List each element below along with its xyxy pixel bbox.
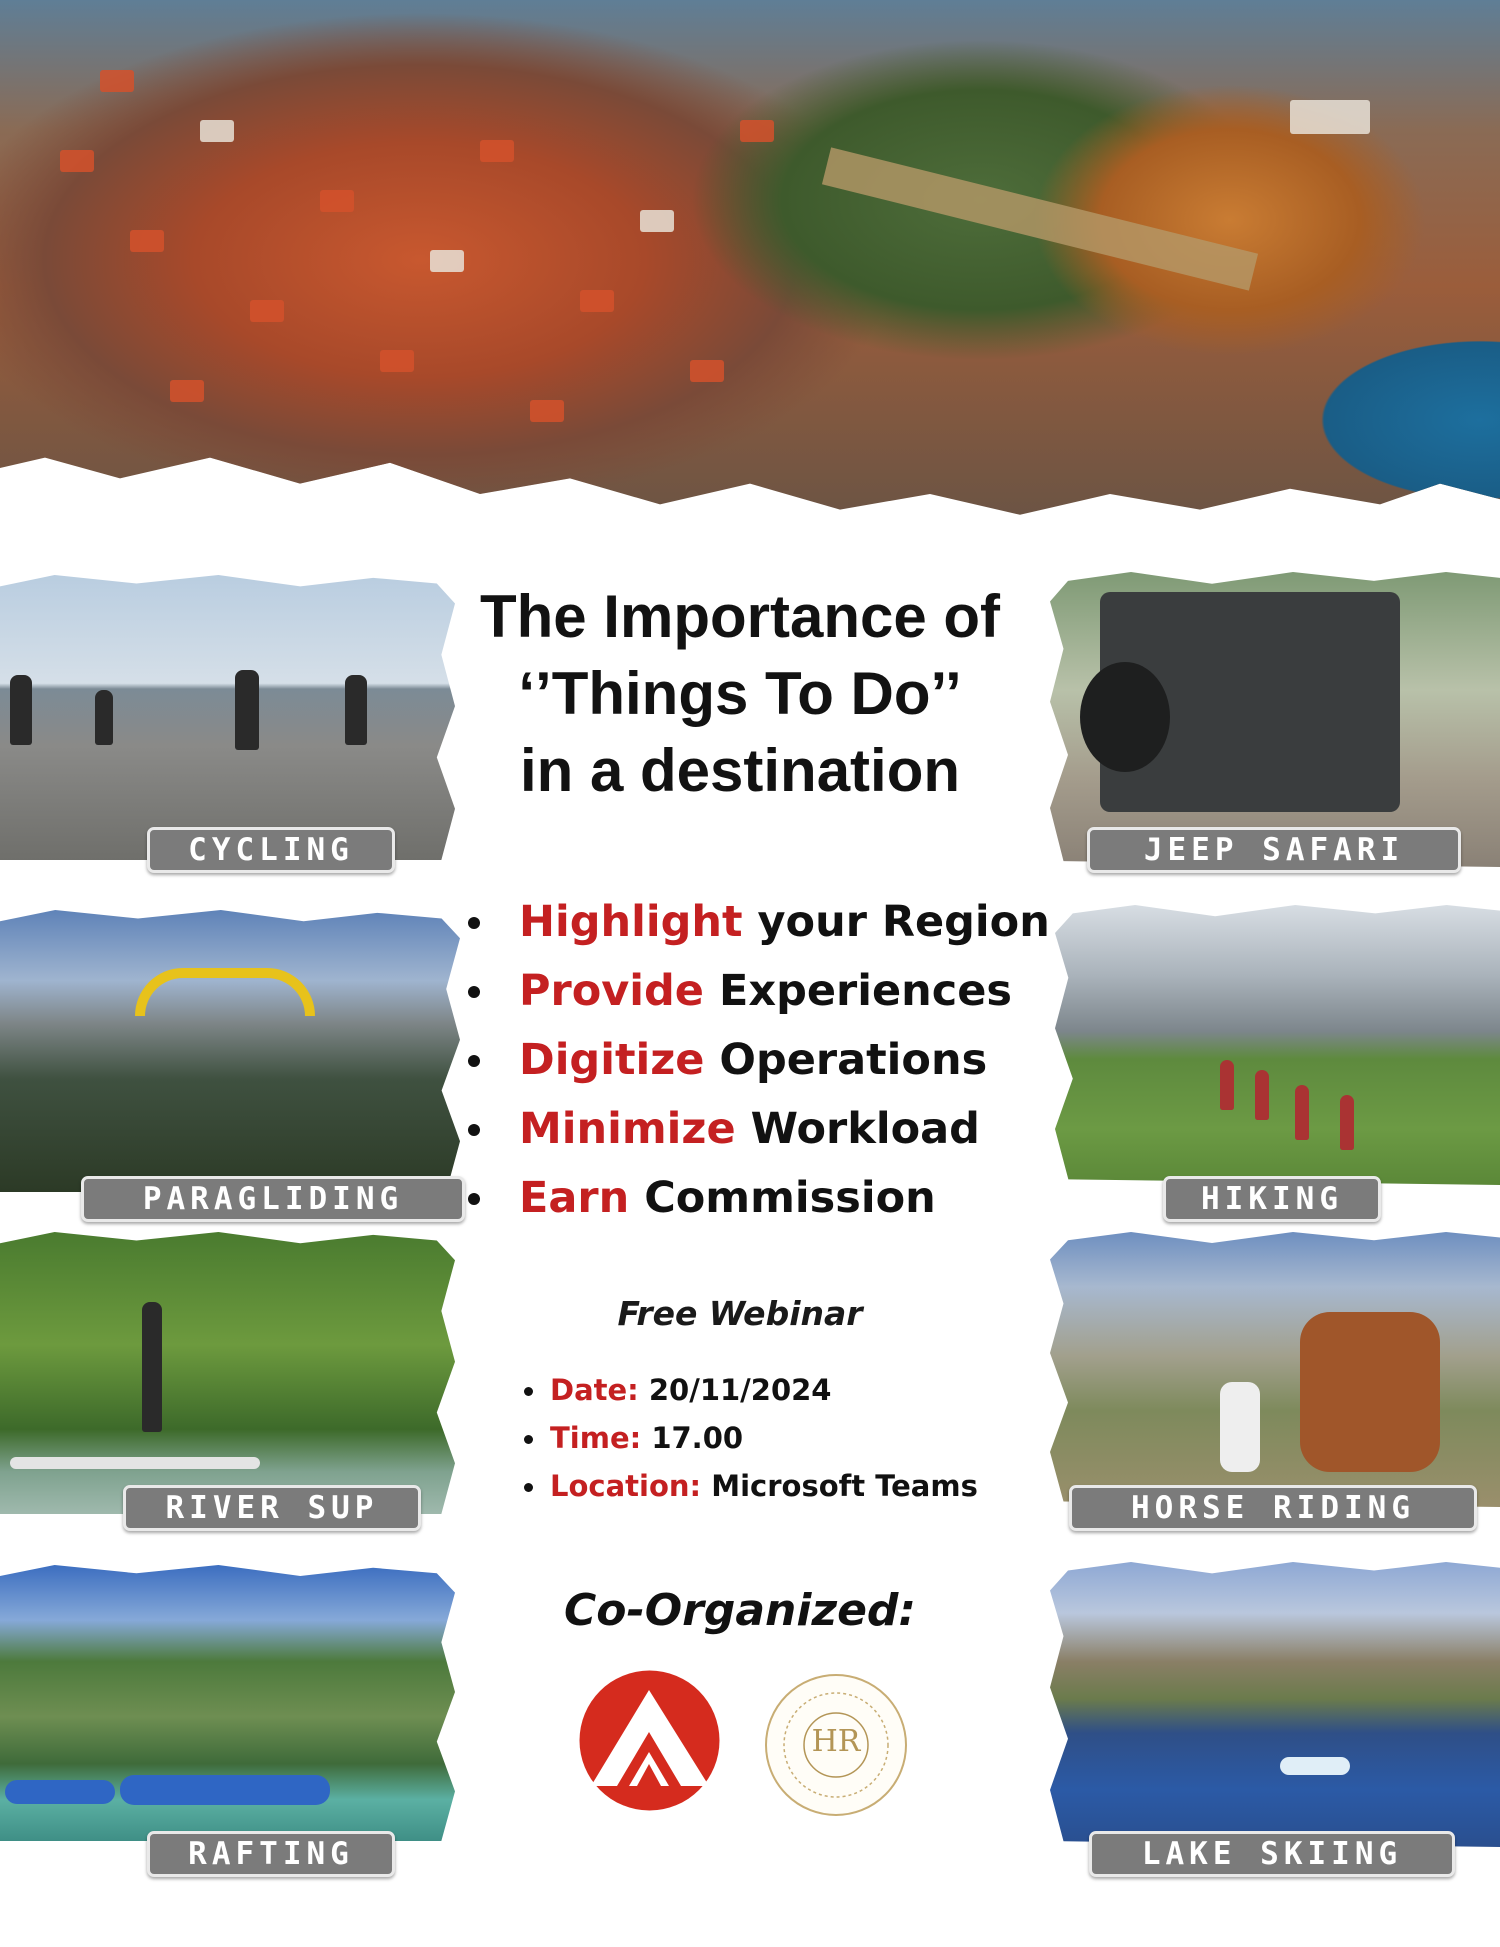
roof <box>530 400 564 422</box>
detail-value: 17.00 <box>641 1421 744 1455</box>
photo-river-sup <box>0 1232 455 1514</box>
raft <box>5 1780 115 1804</box>
detail-label: Time: <box>550 1421 642 1455</box>
detail-label: Location: <box>550 1469 702 1503</box>
hiker-figure <box>1255 1070 1269 1120</box>
detail-label: Date: <box>550 1373 639 1407</box>
benefit-keyword: Provide <box>519 966 704 1016</box>
photo-lake-skiing <box>1050 1562 1500 1847</box>
roof <box>60 150 94 172</box>
benefit-item <box>462 888 1050 957</box>
photo-paragliding <box>0 910 460 1192</box>
benefit-item <box>462 1095 1050 1164</box>
cyclist-figure <box>345 675 367 745</box>
webinar-heading: Free Webinar <box>617 1294 863 1333</box>
mountain-a-logo-icon <box>577 1668 722 1813</box>
roof <box>320 190 354 212</box>
benefit-keyword: Earn <box>519 1173 630 1223</box>
cyclist-figure <box>235 670 259 750</box>
activity-label-rafting: RAFTING <box>147 1831 395 1877</box>
title-line-2: ‘’Things To Do’’ <box>518 660 962 727</box>
activity-label-hiking: HIKING <box>1163 1176 1381 1222</box>
benefit-text: Operations <box>704 1035 988 1085</box>
benefit-text: Workload <box>735 1104 980 1154</box>
horse <box>1220 1382 1260 1472</box>
roof <box>740 120 774 142</box>
roof <box>170 380 204 402</box>
paraglider-wing <box>135 968 315 1016</box>
roof <box>380 350 414 372</box>
paddler-figure <box>142 1302 162 1432</box>
page-title <box>370 578 1110 809</box>
photo-rafting <box>0 1565 455 1841</box>
detail-time <box>520 1414 978 1462</box>
benefit-keyword: Highlight <box>519 897 743 947</box>
activity-label-jeep-safari: JEEP SAFARI <box>1087 827 1461 873</box>
castle-wall <box>822 147 1258 290</box>
roof <box>250 300 284 322</box>
raft <box>120 1775 330 1805</box>
roof <box>130 230 164 252</box>
cyclist-figure <box>95 690 113 745</box>
hiker-figure <box>1295 1085 1309 1140</box>
hero-town-photo <box>0 0 1500 520</box>
co-organized-heading: Co-Organized: <box>563 1585 917 1636</box>
horse <box>1300 1312 1440 1472</box>
roof <box>690 360 724 382</box>
activity-label-paragliding: PARAGLIDING <box>81 1176 465 1222</box>
benefits-list <box>462 888 1050 1233</box>
detail-value: 20/11/2024 <box>638 1373 832 1407</box>
sup-board <box>10 1457 260 1469</box>
benefit-text: Commission <box>629 1173 936 1223</box>
benefit-item <box>462 1164 1050 1233</box>
activity-label-horse-riding: HORSE RIDING <box>1069 1485 1477 1531</box>
hr-seal-logo-icon <box>763 1672 909 1818</box>
activity-label-river-sup: RIVER SUP <box>123 1485 421 1531</box>
photo-horse-riding <box>1050 1232 1500 1507</box>
roof <box>430 250 464 272</box>
photo-hiking <box>1055 905 1500 1185</box>
title-line-3: in a destination <box>519 737 961 804</box>
speed-boat <box>1280 1757 1350 1775</box>
hiker-figure <box>1220 1060 1234 1110</box>
roof <box>100 70 134 92</box>
benefit-keyword: Digitize <box>519 1035 705 1085</box>
benefit-text: Experiences <box>703 966 1012 1016</box>
activity-label-lake-skiing: LAKE SKIING <box>1089 1831 1455 1877</box>
roof <box>580 290 614 312</box>
photo-jeep-safari <box>1050 572 1500 867</box>
roof <box>200 120 234 142</box>
hr-seal-text: HR <box>811 1724 861 1759</box>
hiker-figure <box>1340 1095 1354 1150</box>
roof <box>1290 100 1370 134</box>
roof <box>640 210 674 232</box>
title-line-1: The Importance of <box>479 583 1001 650</box>
benefit-item <box>462 1026 1050 1095</box>
detail-location <box>520 1462 978 1510</box>
benefit-keyword: Minimize <box>519 1104 736 1154</box>
cyclist-figure <box>10 675 32 745</box>
detail-date <box>520 1366 978 1414</box>
benefit-item <box>462 957 1050 1026</box>
webinar-details <box>520 1366 978 1510</box>
detail-value: Microsoft Teams <box>701 1469 978 1503</box>
benefit-text: your Region <box>742 897 1050 947</box>
activity-label-cycling: CYCLING <box>147 827 395 873</box>
roof <box>480 140 514 162</box>
